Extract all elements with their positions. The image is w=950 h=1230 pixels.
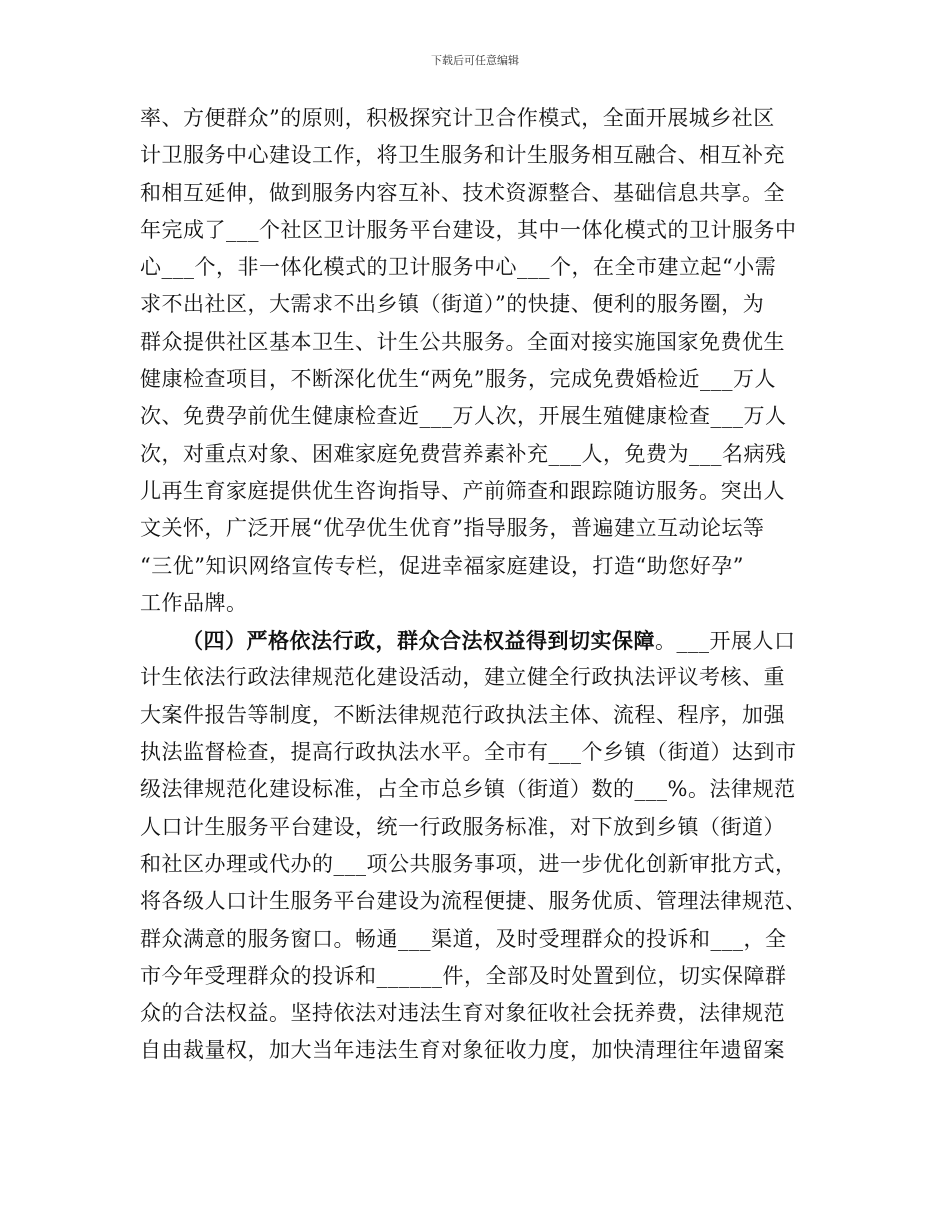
paragraph-line: 众的合法权益。坚持依法对违法生育对象征收社会抚养费，法律规范 — [140, 1001, 785, 1026]
paragraph-line: 级法律规范化建设标准，占全市总乡镇（街道）数的___%。法律规范 — [140, 777, 796, 802]
paragraph-line: 工作品牌。 — [140, 590, 248, 615]
paragraph-line: 计卫服务中心建设工作，将卫生服务和计生服务相互融合、相互补充 — [140, 143, 785, 168]
section-heading: （四）严格依法行政，群众合法权益得到切实保障 — [182, 628, 655, 654]
page-header: 下载后可任意编辑 — [431, 54, 519, 67]
paragraph-line: 人口计生服务平台建设，统一行政服务标准，对下放到乡镇（街道） — [140, 814, 785, 839]
document-body — [140, 100, 840, 1070]
paragraph-line: 健康检查项目，不断深化优生“两免”服务，完成免费婚检近___万人 — [140, 367, 776, 392]
paragraph-line: 文关怀，广泛开展“优孕优生优育”指导服务，普遍建立互动论坛等 — [140, 516, 765, 541]
paragraph-line: 和社区办理或代办的___项公共服务事项，进一步优化创新审批方式， — [140, 851, 797, 876]
paragraph-line: 求不出社区，大需求不出乡镇（街道）”的快捷、便利的服务圈，为 — [140, 292, 765, 317]
paragraph-line: 计生依法行政法律规范化建设活动，建立健全行政执法评议考核、重 — [140, 665, 785, 690]
paragraph-line: 大案件报告等制度，不断法律规范行政执法主体、流程、程序，加强 — [140, 702, 785, 727]
paragraph-line: 次、免费孕前优生健康检查近___万人次，开展生殖健康检查___万人 — [140, 404, 787, 429]
paragraph-line: “三优”知识网络宣传专栏，促进幸福家庭建设，打造“助您好孕” — [140, 553, 744, 578]
paragraph-line: 和相互延伸，做到服务内容互补、技术资源整合、基础信息共享。全 — [140, 180, 785, 205]
paragraph-line: 执法监督检查，提高行政执法水平。全市有___个乡镇（街道）达到市 — [140, 740, 797, 765]
section-heading-continuation: 。___开展人口 — [655, 629, 796, 654]
paragraph-line: 率、方便群众”的原则，积极探究计卫合作模式，全面开展城乡社区 — [140, 106, 775, 130]
paragraph-line: 自由裁量权，加大当年违法生育对象征收力度，加快清理往年遗留案 — [140, 1038, 785, 1063]
paragraph-line: 市今年受理群众的投诉和______件，全部及时处置到位，切实保障群 — [140, 963, 787, 988]
paragraph-line: 年完成了___个社区卫计服务平台建设，其中一体化模式的卫计服务中 — [140, 217, 797, 242]
paragraph-line: 次，对重点对象、困难家庭免费营养素补充___人，免费为___名病残 — [140, 441, 787, 466]
paragraph-line: 儿再生育家庭提供优生咨询指导、产前筛查和跟踪随访服务。突出人 — [140, 478, 785, 503]
paragraph-line: 群众满意的服务窗口。畅通___渠道，及时受理群众的投诉和___，全 — [140, 926, 787, 951]
section-heading-line — [140, 622, 840, 659]
paragraph-line: 群众提供社区基本卫生、计生公共服务。全面对接实施国家免费优生 — [140, 329, 785, 354]
paragraph-line: 心___个，非一体化模式的卫计服务中心___个，在全市建立起“小需 — [140, 255, 777, 280]
paragraph-line: 将各级人口计生服务平台建设为流程便捷、服务优质、管理法律规范、 — [140, 889, 807, 914]
